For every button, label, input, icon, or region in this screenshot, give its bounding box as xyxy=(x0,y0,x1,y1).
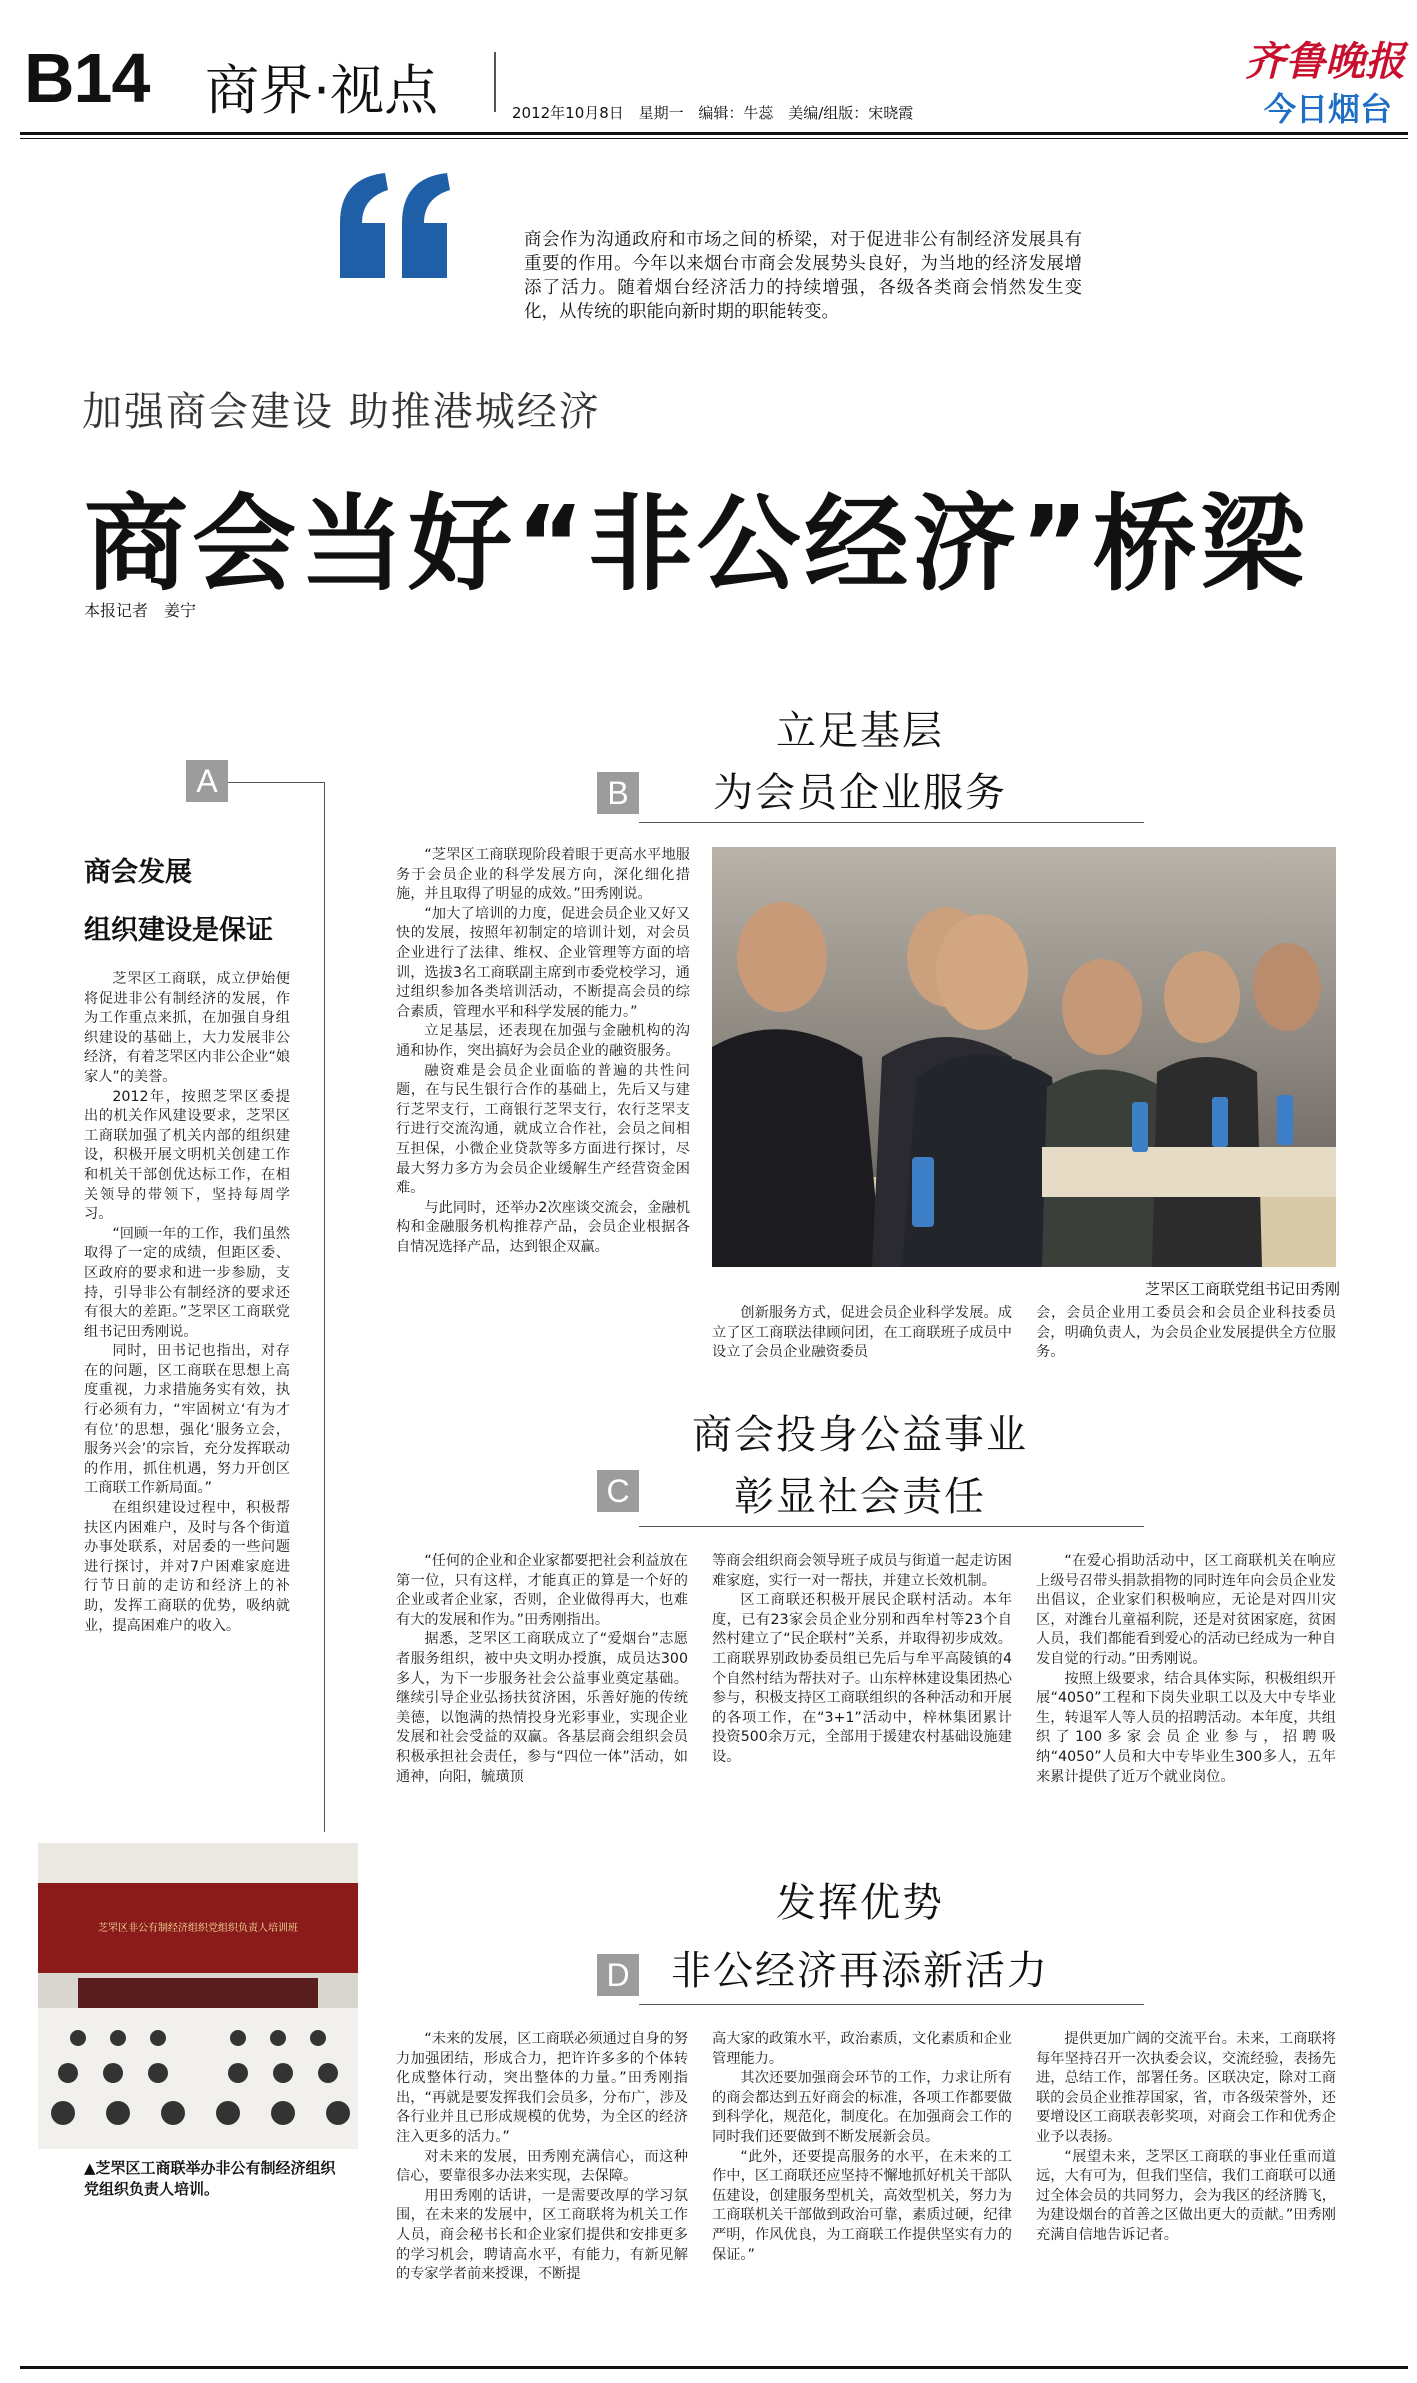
section-c-col-1 xyxy=(396,1552,688,1842)
section-b-heading-1: 立足基层 xyxy=(776,708,944,754)
paragraph: “未来的发展，区工商联必须通过自身的努力加强团结，形成合力，把许许多多的个体转化成整体行动，突出整体的力量。”田秀刚指出，“再就是要发挥我们会员多，分布广，涉及各行业并且已形成规模的优势，为全区的经济注入更多的活力。” xyxy=(396,2031,688,2145)
header-divider xyxy=(494,52,496,112)
paragraph: “在爱心捐助活动中，区工商联机关在响应上级号召带头捐款捐物的同时连年向会员企业发出倡议，企业家们积极响应，无论是对四川灾区，对潍台儿童福利院，还是对贫困家庭，贫困人员，我们都能看到爱心的活动已经成为一种自发自觉的行动。”田秀刚说。 xyxy=(1036,1553,1336,1667)
issue-date: 2012年10月8日 xyxy=(512,104,624,122)
editor-credit: 编辑：牛蕊 xyxy=(698,104,774,122)
header-rule xyxy=(20,132,1408,135)
paragraph: 对未来的发展，田秀刚充满信心，而这种信心，要靠很多办法来实现，去保障。 xyxy=(396,2148,688,2185)
section-a-heading-2: 组织建设是保证 xyxy=(84,915,273,946)
paragraph: 按照上级要求，结合具体实际，积极组织开展“4050”工程和下岗失业职工以及大中专毕业生，转退军人等人员的招聘活动。本年度，共组织了100多家会员企业参与，招聘吸纳“4050”人员和大中专毕业生300多人，五年来累计提供了近万个就业岗位。 xyxy=(1036,1670,1336,1785)
section-a-body xyxy=(84,970,290,1830)
training-photo-image xyxy=(38,1843,358,2149)
section-c-heading-1: 商会投身公益事业 xyxy=(692,1412,1028,1458)
designer-credit: 美编/组版：宋晓霞 xyxy=(788,104,914,122)
section-d-col-1 xyxy=(396,2030,688,2354)
paragraph: “此外，还要提高服务的水平，在未来的工作中，区工商联还应坚持不懈地抓好机关干部队伍建设，创建服务型机关，高效型机关，努力为工商联机关干部做到政治可靠，素质过硬，纪律严明，作风优良，为工商联工作提供坚实有力的保证。” xyxy=(712,2148,1012,2263)
section-a-marker: A xyxy=(186,760,228,802)
article-headline: 商会当好“非公经济”桥梁 xyxy=(84,483,1309,605)
section-d-marker: D xyxy=(597,1954,639,1996)
paragraph: 在组织建设过程中，积极帮扶区内困难户，及时与各个街道办事处联系，对居委的一些问题进行探讨，并对7户困难家庭进行节日前的走访和经济上的补助，发挥工商联的优势，吸纳就业，提高困难户的收入。 xyxy=(84,1500,290,1634)
section-a-side-rule xyxy=(324,782,325,1832)
paragraph: “芝罘区工商联现阶段着眼于更高水平地服务于会员企业的科学发展方向，深化细化措施，并且取得了明显的成效。”田秀刚说。 xyxy=(396,847,690,903)
footer-rule xyxy=(20,2366,1408,2369)
paragraph: 会，会员企业用工委员会和会员企业科技委员会，明确负责人，为会员企业发展提供全方位服务。 xyxy=(1036,1305,1336,1361)
section-b-rule xyxy=(639,822,1144,823)
paragraph: “回顾一年的工作，我们虽然取得了一定的成绩，但距区委、区政府的要求和进一步参励，支持，引导非公有制经济的要求还有很大的差距。”芝罘区工商联党组书记田秀刚说。 xyxy=(84,1225,290,1340)
section-d-col-2 xyxy=(712,2030,1012,2354)
section-c-heading-2: 彰显社会责任 xyxy=(734,1474,986,1520)
section-d-rule xyxy=(639,2004,1144,2005)
section-b-heading-2: 为会员企业服务 xyxy=(713,770,1007,816)
section-d-heading-2: 非公经济再添新活力 xyxy=(671,1948,1049,1994)
edition-name: 今日烟台 xyxy=(1263,90,1392,128)
issue-meta xyxy=(512,102,913,123)
tian-xiugang-photo-caption: 芝罘区工商联党组书记田秀刚 xyxy=(1144,1280,1340,1298)
meeting-photo-image xyxy=(712,847,1336,1267)
section-name: 商界·视点 xyxy=(205,59,439,122)
tian-xiugang-photo xyxy=(712,847,1336,1267)
header-rule-thin xyxy=(20,138,1408,139)
byline: 本报记者 姜宁 xyxy=(84,601,197,620)
training-photo xyxy=(38,1843,358,2149)
section-d-heading-1: 发挥优势 xyxy=(776,1880,944,1926)
paragraph: “加大了培训的力度，促进会员企业又好又快的发展，按照年初制定的培训计划，对会员企业进行了法律、维权、企业管理等方面的培训，选拔3名工商联副主席到市委党校学习，通过组织参加各类培训活动，不断提高会员的综合素质，管理水平和科学发展的能力。” xyxy=(396,905,690,1020)
training-photo-caption: ▲芝罘区工商联举办非公有制经济组织党组织负责人培训。 xyxy=(84,2159,336,2198)
section-c-col-2 xyxy=(712,1552,1012,1842)
section-b-tail-right xyxy=(1036,1304,1336,1374)
paragraph: “展望未来，芝罘区工商联的事业任重而道远，大有可为，但我们坚信，我们工商联可以通过全体会员的共同努力，会为我区的经济腾飞，为建设烟台的首善之区做出更大的贡献。”田秀刚充满自信地告诉记者。 xyxy=(1036,2148,1336,2243)
paragraph: 与此同时，还举办2次座谈交流会，金融机构和金融服务机构推荐产品，会员企业根据各自情况选择产品，达到银企双赢。 xyxy=(396,1199,690,1255)
paragraph: 芝罘区工商联，成立伊始便将促进非公有制经济的发展，作为工作重点来抓，在加强自身组织建设的基础上，大力发展非公经济，有着芝罘区内非公企业“娘家人”的美誉。 xyxy=(84,971,290,1085)
paragraph: 同时，田书记也指出，对存在的问题，区工商联在思想上高度重视，力求措施务实有效，执行必须有力，“牢固树立‘有为才有位’的思想，强化‘服务立会，服务兴会’的宗旨，充分发挥联动的作用，抓住机遇，努力开创区工商联工作新局面。” xyxy=(84,1343,290,1497)
section-b-marker: B xyxy=(597,772,639,814)
section-b-tail-left xyxy=(712,1304,1012,1374)
article-subtitle: 加强商会建设 助推港城经济 xyxy=(82,389,601,435)
paragraph: 立足基层，还表现在加强与金融机构的沟通和协作，突出搞好为会员企业的融资服务。 xyxy=(396,1023,690,1059)
section-b-body xyxy=(396,846,690,1374)
paragraph: 据悉，芝罘区工商联成立了“爱烟台”志愿者服务组织，被中央文明办授旗，成员达300多人，为下一步服务社会公益事业奠定基础。继续引导企业弘扬扶贫济困，乐善好施的传统美德，以饱满的热情投身光彩事业，实现企业发展和社会受益的双赢。各基层商会组织会员积极承担社会责任，参与“四位一体”活动，如通神，向阳，毓璜顶 xyxy=(396,1631,688,1785)
training-banner: 芝罘区非公有制经济组织党组织负责人培训班 xyxy=(98,1923,298,1934)
paragraph: “任何的企业和企业家都要把社会利益放在第一位，只有这样，才能真正的算是一个好的企业或者企业家，否则，企业做得再大，也难有大的发展和作为。”田秀刚指出。 xyxy=(396,1553,688,1628)
paragraph: 区工商联还积极开展民企联村活动。本年度，已有23家会员企业分别和西牟村等23个自然村建立了“民企联村”关系，并取得初步成效。工商联界别政协委员组已先后与牟平高陵镇的4个自然村结为帮扶对子。山东梓林建设集团热心参与，积极支持区工商联组织的各种活动和开展的各项工作，在“3+1”活动中，梓林集团累计投资500余万元，全部用于援建农村基础设施建设。 xyxy=(712,1592,1012,1765)
section-c-rule xyxy=(639,1526,1144,1527)
section-c-col-3 xyxy=(1036,1552,1336,1842)
paragraph: 用田秀刚的话讲，一是需要改厚的学习氛围，在未来的发展中，区工商联将为机关工作人员，商会秘书长和企业家们提供和安排更多的学习机会，聘请高水平，有能力，有新见解的专家学者前来授课，不断提 xyxy=(396,2187,688,2283)
page-number: B14 xyxy=(24,39,150,117)
section-c-marker: C xyxy=(597,1470,639,1512)
lead-quote: 商会作为沟通政府和市场之间的桥梁，对于促进非公有制经济发展具有重要的作用。今年以来烟台市商会发展势头良好，为当地的经济发展增添了活力。随着烟台经济活力的持续增强，各级各类商会悄然发生变化，从传统的职能向新时期的职能转变。 xyxy=(524,230,1082,322)
paragraph: 融资难是会员企业面临的普遍的共性问题，在与民生银行合作的基础上，先后又与建行芝罘支行，工商银行芝罘支行，农行芝罘支行进行交流沟通，就成立合作社，会员之间相互担保，小微企业贷款等多方面进行探讨，尽最大努力多方为会员企业缓解生产经营资金困难。 xyxy=(396,1062,690,1197)
quote-mark-icon xyxy=(330,168,460,288)
paragraph: 等商会组织商会领导班子成员与街道一起走访困难家庭，实行一对一帮扶，并建立长效机制。 xyxy=(712,1553,1012,1589)
paragraph: 2012年，按照芝罘区委提出的机关作风建设要求，芝罘区工商联加强了机关内部的组织建设，积极开展文明机关创建工作和机关干部创优达标工作，在相关领导的带领下，坚持每周学习。 xyxy=(84,1088,290,1223)
newspaper-logo: 齐鲁晚报 xyxy=(1245,38,1405,85)
issue-weekday: 星期一 xyxy=(638,104,684,122)
paragraph: 其次还要加强商会环节的工作，力求让所有的商会都达到五好商会的标准，各项工作都要做到科学化，规范化，制度化。在加强商会工作的同时我们还要做到不断发展新会员。 xyxy=(712,2070,1012,2145)
section-a-heading-1: 商会发展 xyxy=(84,857,192,888)
paragraph: 创新服务方式，促进会员企业科学发展。成立了区工商联法律顾问团，在工商联班子成员中设立了会员企业融资委员 xyxy=(712,1305,1012,1361)
paragraph: 提供更加广阔的交流平台。未来，工商联将每年坚持召开一次执委会议，交流经验，表扬先进，总结工作，部署任务。区联决定，除对工商联的会员企业推荐国家，省，市各级荣誉外，还要增设区工商联表彰奖项，对商会工作和优秀企业予以表扬。 xyxy=(1036,2031,1336,2145)
section-d-col-3 xyxy=(1036,2030,1336,2354)
section-a-rule xyxy=(228,782,324,783)
paragraph: 高大家的政策水平，政治素质，文化素质和企业管理能力。 xyxy=(712,2031,1012,2067)
